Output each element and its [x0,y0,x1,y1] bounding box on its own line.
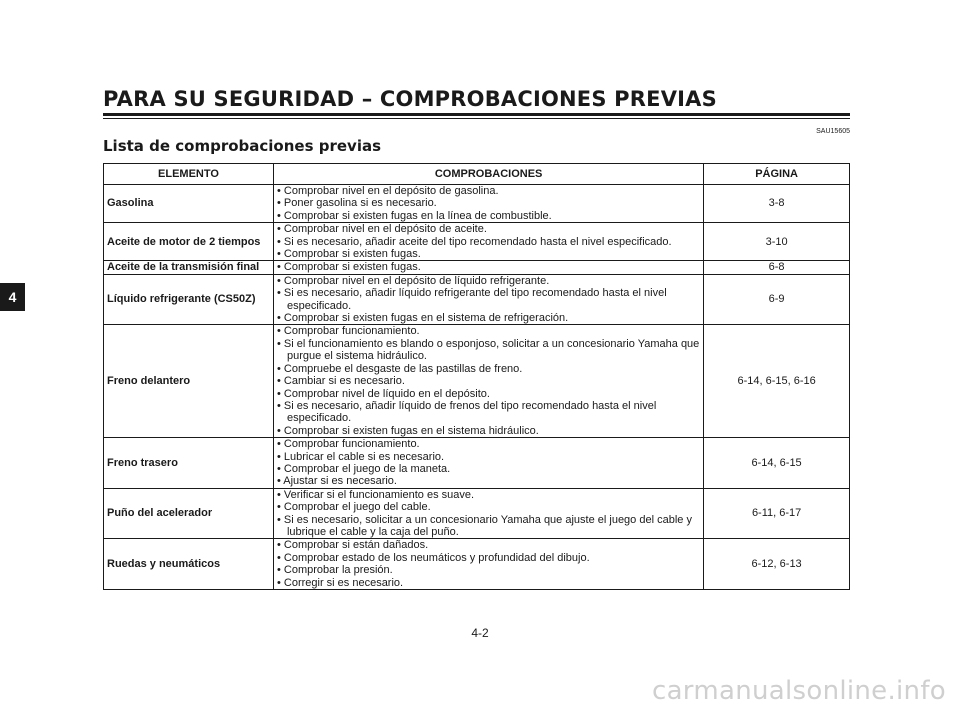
table-row [104,539,850,590]
check-item: • Corregir si es necesario. [276,576,404,589]
row-checks [273,488,703,539]
check-item: • Comprobar si existen fugas en la línea de combustible. [276,209,552,222]
table-header-row [104,164,850,185]
check-item: • Comprobar nivel en el depósito de líquido refrigerante. [276,274,550,287]
check-item: • Si es necesario, añadir líquido de frenos del tipo recomendado hasta el nivel especificado. [276,399,657,425]
row-checks [273,438,703,489]
check-item: • Comprobar nivel en el depósito de gasolina. [276,185,499,197]
row-checks [273,223,703,261]
row-page: 6-14, 6-15 [704,438,850,489]
check-item: • Comprobar la presión. [276,564,393,577]
table-row [104,185,850,223]
row-page: 3-8 [704,185,850,223]
table-row [104,223,850,261]
check-item: • Ajustar si es necesario. [276,475,397,488]
check-item: • Comprobar si existen fugas. [276,248,421,261]
section-code: SAU15605 [816,128,850,135]
check-item: • Comprobar el juego de la maneta. [276,462,451,475]
check-item: • Si es necesario, añadir líquido refrigerante del tipo recomendado hasta el nivel especificado. [276,287,667,312]
check-item: • Si es necesario, añadir aceite del tipo recomendado hasta el nivel especificado. [276,235,672,248]
column-header-page: PÁGINA [704,164,850,185]
section-title: Lista de comprobaciones previas [103,137,382,155]
row-checks [273,261,703,274]
row-page: 6-8 [704,261,850,274]
row-page: 6-11, 6-17 [704,488,850,539]
row-checks [273,539,703,590]
page-title: PARA SU SEGURIDAD – COMPROBACIONES PREVIAS [103,87,717,111]
header-rule-thin [103,118,850,119]
header-rule-thick [103,113,850,116]
check-item: • Poner gasolina si es necesario. [276,197,437,210]
page-number: 4-2 [471,626,489,640]
check-item: • Comprobar si existen fugas. [276,261,421,274]
page-header [103,86,850,112]
table-row [104,325,850,438]
row-item: Freno delantero [104,325,274,438]
check-item: • Compruebe el desgaste de las pastillas de freno. [276,362,523,375]
check-item: • Comprobar funcionamiento. [276,438,420,451]
check-item: • Comprobar si existen fugas en el sistema hidráulico. [276,424,539,437]
check-item: • Comprobar nivel en el depósito de aceite. [276,223,487,236]
row-page: 6-14, 6-15, 6-16 [704,325,850,438]
row-item: Líquido refrigerante (CS50Z) [104,274,274,325]
row-page: 3-10 [704,223,850,261]
row-checks [273,185,703,223]
check-item: • Comprobar el juego del cable. [276,501,431,514]
row-item: Puño del acelerador [104,488,274,539]
row-item: Aceite de motor de 2 tiempos [104,223,274,261]
check-item: • Cambiar si es necesario. [276,375,405,388]
row-item: Aceite de la transmisión final [104,261,274,274]
table-row [104,488,850,539]
watermark: carmanualsonline.info [651,676,946,706]
check-item: • Comprobar nivel de líquido en el depósito. [276,387,490,400]
check-item: • Verificar si el funcionamiento es suave. [276,488,475,501]
column-header-item: ELEMENTO [104,164,274,185]
table-row [104,274,850,325]
check-item: • Comprobar si existen fugas en el sistema de refrigeración. [276,312,569,325]
check-item: • Lubricar el cable si es necesario. [276,450,445,463]
table-row [104,438,850,489]
check-item: • Comprobar si están dañados. [276,539,429,552]
table-body [104,185,850,590]
row-checks [273,274,703,325]
check-item: • Si el funcionamiento es blando o esponjoso, solicitar a un concesionario Yamaha que purgue el sistema hidráulico. [276,337,700,363]
checklist-table [103,163,850,590]
check-item: • Si es necesario, solicitar a un concesionario Yamaha que ajuste el juego del cable y lubrique el cable y la caja del puño. [276,513,692,538]
table-row [104,261,850,274]
check-item: • Comprobar estado de los neumáticos y profundidad del dibujo. [276,551,590,564]
check-item: • Comprobar funcionamiento. [276,325,420,338]
chapter-tab: 4 [0,283,25,311]
row-checks [273,325,703,438]
row-item: Ruedas y neumáticos [104,539,274,590]
row-page: 6-12, 6-13 [704,539,850,590]
row-page: 6-9 [704,274,850,325]
row-item: Freno trasero [104,438,274,489]
column-header-checks: COMPROBACIONES [273,164,703,185]
row-item: Gasolina [104,185,274,223]
